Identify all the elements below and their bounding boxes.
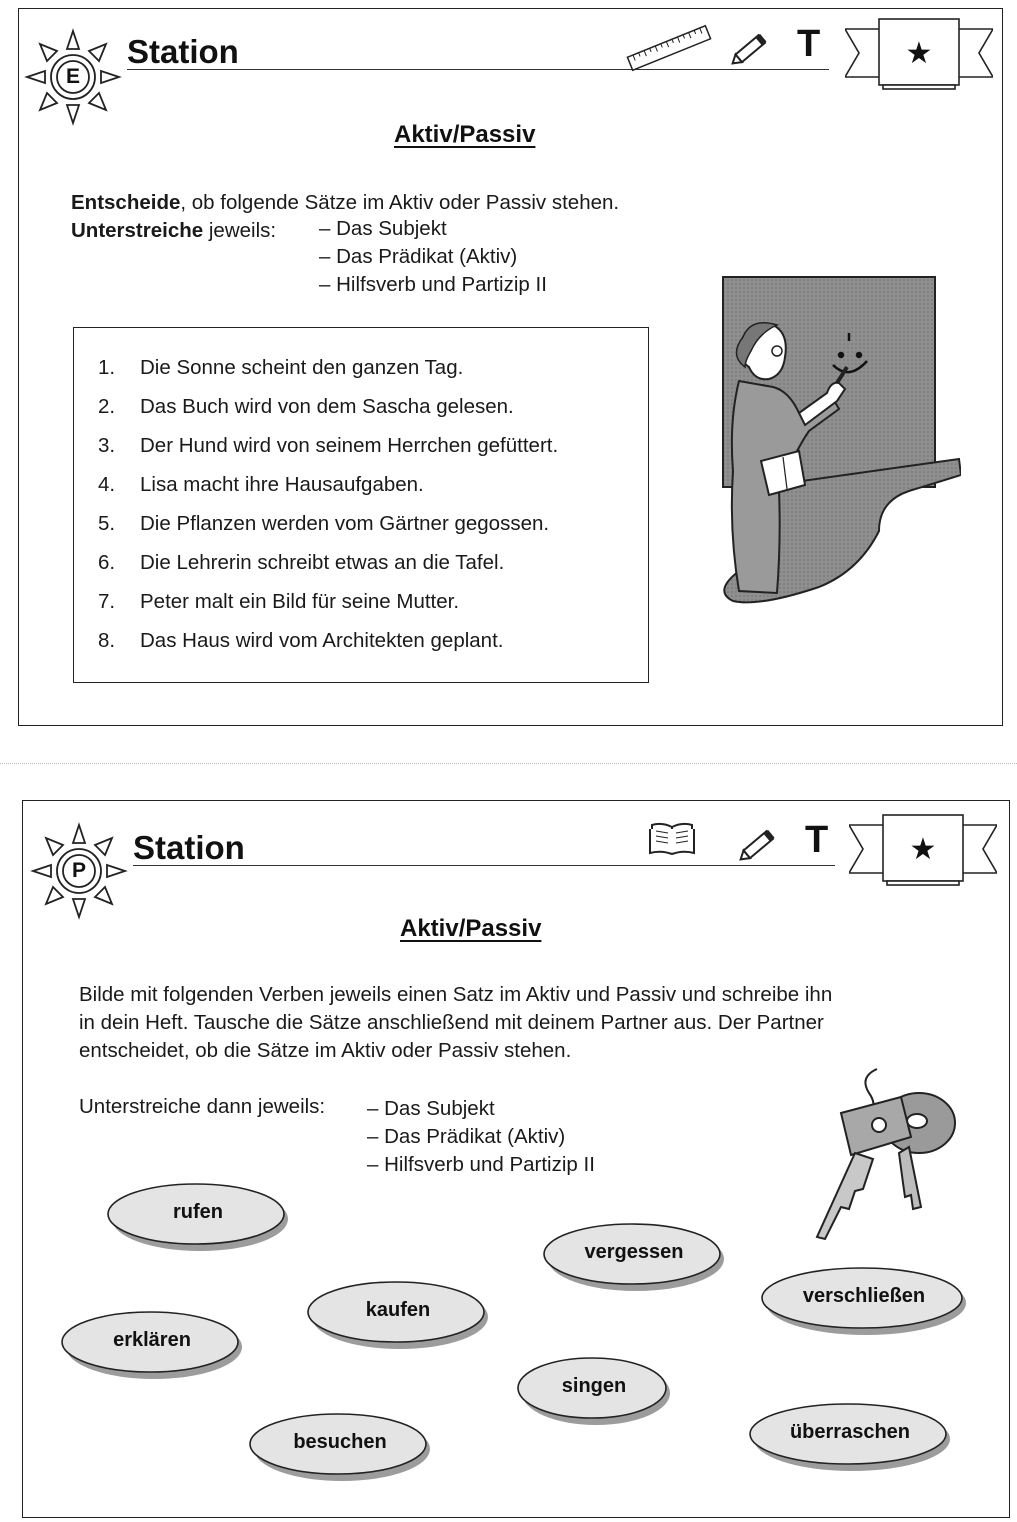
verb-pill: [105, 1181, 291, 1255]
underline-list: [319, 215, 547, 299]
book-icon: [649, 821, 695, 855]
underline-lead: Unterstreiche dann jeweils:: [79, 1095, 326, 1118]
sun-badge-icon: [23, 27, 123, 127]
sentence-item: [98, 551, 504, 575]
verb-text: rufen: [173, 1201, 223, 1224]
sentence-item: [98, 473, 424, 497]
station-label: Station: [127, 33, 239, 70]
sheet-title: Aktiv/Passiv: [400, 915, 542, 942]
sentence-number: 7.: [98, 590, 116, 613]
sentence-number: 6.: [98, 551, 116, 574]
sentence-text: Die Pflanzen werden vom Gärtner gegossen.: [140, 512, 550, 535]
sentence-text: Lisa macht ihre Hausaufgaben.: [140, 473, 424, 496]
header-rule: [127, 69, 829, 70]
paragraph-line: Bilde mit folgenden Verben jeweils einen Satz im Aktiv und Passiv und schreibe ihn: [79, 983, 833, 1006]
verb-pill: [759, 1265, 969, 1339]
sun-badge-letter: E: [65, 65, 80, 88]
underline-item: – Das Subjekt: [319, 215, 547, 243]
verb-pill: [247, 1411, 433, 1485]
underline-item: – Das Prädikat (Aktiv): [319, 243, 547, 271]
star-ribbon-icon: [845, 15, 993, 95]
t-icon: T: [805, 819, 829, 861]
pencil-icon: [727, 25, 775, 71]
sentence-text: Peter malt ein Bild für seine Mutter.: [140, 590, 460, 613]
sentence-item: [98, 512, 549, 536]
instr-verb-1: Entscheide: [71, 191, 181, 214]
underline-item: – Das Prädikat (Aktiv): [367, 1123, 595, 1151]
underline-item: – Das Subjekt: [367, 1095, 595, 1123]
sheet-title: Aktiv/Passiv: [394, 121, 536, 148]
verb-text: besuchen: [293, 1431, 387, 1454]
underline-item: – Hilfsverb und Partizip II: [367, 1151, 595, 1179]
sentence-number: 3.: [98, 434, 116, 457]
paragraph-line: in dein Heft. Tausche die Sätze anschließend mit deinem Partner aus. Der Partner: [79, 1011, 824, 1034]
verb-pill: [515, 1355, 673, 1429]
sun-badge-letter: P: [71, 859, 86, 882]
star-ribbon-icon: [849, 811, 997, 891]
sentence-item: [98, 590, 459, 614]
sentence-text: Die Lehrerin schreibt etwas an die Tafel.: [140, 551, 505, 574]
instructions-paragraph: [79, 981, 949, 1065]
sentence-number: 1.: [98, 356, 116, 379]
sentence-item: [98, 356, 463, 380]
station-card-p: [22, 800, 1010, 1518]
sentence-text: Das Buch wird von dem Sascha gelesen.: [140, 395, 514, 418]
svg-text:★: ★: [909, 832, 937, 867]
sentence-number: 4.: [98, 473, 116, 496]
sun-badge-icon: [29, 821, 129, 921]
underline-list: [367, 1095, 595, 1179]
station-label: Station: [133, 829, 245, 866]
page-separator: [0, 763, 1017, 764]
verb-text: kaufen: [365, 1299, 431, 1322]
verb-pill: [541, 1221, 727, 1295]
sentence-box: [73, 327, 649, 683]
verb-pill: [305, 1279, 491, 1353]
instr-text-1: , ob folgende Sätze im Aktiv oder Passiv stehen.: [180, 191, 620, 214]
instr-verb-2: Unterstreiche: [71, 219, 204, 242]
sentence-number: 2.: [98, 395, 116, 418]
sentence-text: Die Sonne scheint den ganzen Tag.: [140, 356, 464, 379]
verb-pill: [747, 1401, 953, 1475]
verb-text: singen: [561, 1375, 627, 1398]
sentence-item: [98, 629, 503, 653]
svg-text:★: ★: [905, 36, 933, 71]
verb-text: verschließen: [802, 1285, 926, 1308]
sentence-number: 8.: [98, 629, 116, 652]
ruler-icon: [623, 23, 715, 73]
paragraph-line: entscheidet, ob die Sätze im Aktiv oder Passiv stehen.: [79, 1039, 572, 1062]
keys-illustration: [789, 1067, 979, 1247]
sentence-item: [98, 395, 514, 419]
t-icon: T: [797, 23, 821, 65]
sentence-number: 5.: [98, 512, 116, 535]
verb-text: erklären: [113, 1329, 191, 1352]
verb-text: vergessen: [584, 1241, 684, 1264]
instr-text-2: jeweils:: [203, 219, 277, 242]
sentence-text: Der Hund wird von seinem Herrchen gefüttert.: [140, 434, 559, 457]
verb-pill: [59, 1309, 245, 1383]
pencil-icon: [735, 821, 783, 867]
sentence-text: Das Haus wird vom Architekten geplant.: [140, 629, 504, 652]
verb-text: überraschen: [789, 1421, 911, 1444]
header-rule: [133, 865, 835, 866]
station-card-e: [18, 8, 1003, 726]
underline-item: – Hilfsverb und Partizip II: [319, 271, 547, 299]
teacher-illustration: [699, 271, 961, 609]
sentence-item: [98, 434, 558, 458]
